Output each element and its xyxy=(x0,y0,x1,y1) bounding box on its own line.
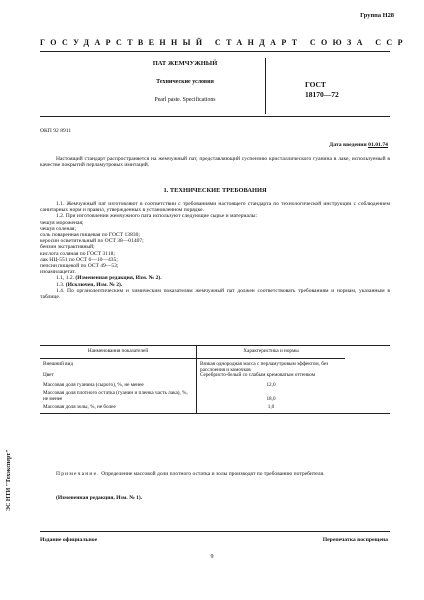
requirements-table-wrap xyxy=(40,345,390,414)
list-item: бензин экстрактивный; xyxy=(40,244,95,251)
header-rule xyxy=(40,51,390,52)
note-label: Примечание. xyxy=(56,471,100,477)
table-cell: Массовая доля гуанина (сырого), %, не менее xyxy=(40,379,197,389)
requirements-body xyxy=(40,201,390,300)
list-item: чешуя соленая; xyxy=(40,225,77,232)
table-header-row xyxy=(40,346,345,358)
okp-code: ОКП 92 8911 xyxy=(40,128,72,134)
table-cell: Внешний вид xyxy=(40,358,197,373)
footer-official: Издание официальное xyxy=(40,537,98,543)
title-rule xyxy=(40,116,390,117)
requirements-table xyxy=(40,346,345,413)
paragraph-1-4: 1.4. По органолептическим и химическим показателям жемчужный пат должен соответствовать требованиям и нормам, указанным в таблице. xyxy=(40,287,390,301)
paragraph-1-2: 1.2. При изготовлении жемчужного пата используют следующие сырье и материалы: xyxy=(56,213,257,220)
table-row xyxy=(40,389,345,403)
column-header: Характеристика и нормы xyxy=(197,346,346,358)
table-note xyxy=(40,471,390,477)
footer-reprint: Перепечатка воспрещена xyxy=(322,537,388,543)
list-item: изоамилацетат. xyxy=(40,269,76,276)
side-label: ЭС НТИ "Техэксперт" xyxy=(6,449,12,511)
amendment-text: (Исключен, Изм. № 2). xyxy=(65,281,123,288)
column-header: Наименования показателей xyxy=(40,346,197,358)
group-code: Группа Н28 xyxy=(360,12,394,19)
amendment-prefix: 1.1, 1.2. xyxy=(56,275,75,282)
table-cell: Массовая доля золы, %, не более xyxy=(40,403,197,414)
footer-rule xyxy=(40,531,390,532)
table-cell: 18,0 xyxy=(266,395,276,402)
date-label: Дата введения xyxy=(329,142,367,148)
materials-list xyxy=(40,220,390,276)
document-title-english: Pearl paste. Specifications xyxy=(154,97,216,103)
page-number: 9 xyxy=(210,554,214,560)
table-cell: 12,0 xyxy=(266,382,276,389)
amendment-1: (Измененная редакция, Изм. № 1). xyxy=(56,495,143,501)
list-item: чешуя мороженая; xyxy=(40,219,84,226)
title-divider xyxy=(265,58,266,114)
date-value: 01.01.74 xyxy=(368,142,388,148)
amendment-prefix: 1.3. xyxy=(56,281,65,288)
list-item: соль поваренная пищевая по ГОСТ 13830; xyxy=(40,232,140,239)
document-subtitle: Технические условия xyxy=(156,79,214,85)
paragraph-1-1: 1.1. Жемчужный пат изготовляют в соответствии с требованиями настоящего стандарта по технологической инструкции с соблюдением санитарных норм и правил, утвержденных в установленном порядке. xyxy=(40,201,390,214)
amendment-text: (Измененная редакция, Изм. № 2). xyxy=(75,275,162,282)
table-cell: Цвет xyxy=(40,373,197,379)
section-title: 1. ТЕХНИЧЕСКИЕ ТРЕБОВАНИЯ xyxy=(163,187,267,194)
gost-label: ГОСТ xyxy=(305,80,326,89)
table-row xyxy=(40,379,345,389)
note-text: Определение массовой доли плотного остатка и золы производят по требованию потребителя. xyxy=(101,471,325,477)
list-item: кислота соляная по ГОСТ 3118; xyxy=(40,250,115,257)
list-item: лак НЦ-551 по ОСТ 6—10—435; xyxy=(40,256,118,263)
table-cell: 1,0 xyxy=(267,403,275,410)
table-cell: Массовая доля плотного остатка (гуанин и пленка часть лака), %, не менее xyxy=(40,389,197,403)
list-item: пепсин пищевой по ОСТ 49—53; xyxy=(40,263,119,270)
standard-header: ГОСУДАРСТВЕННЫЙ СТАНДАРТ СОЮЗА ССР xyxy=(40,38,408,47)
list-item: керосин осветительный по ОСТ 38—01407; xyxy=(40,238,144,245)
introduction-date xyxy=(329,142,388,148)
table-cell: Вязкая однородная масса с перламутровым эффектом, без расслоения и комочков xyxy=(200,360,329,373)
table-cell: Серебристо-белый со слабым кремоватым оттенком xyxy=(200,372,316,379)
intro-paragraph: Настоящий стандарт распространяется на жемчужный пат, представляющий суспензию кристаллического гуанина в лаке, используемый в качестве покрытий перламутровых имитаций. xyxy=(40,156,390,169)
table-row xyxy=(40,403,345,414)
document-title: ПАТ ЖЕМЧУЖНЫЙ xyxy=(152,60,218,67)
gost-number: 18170—72 xyxy=(305,90,339,99)
